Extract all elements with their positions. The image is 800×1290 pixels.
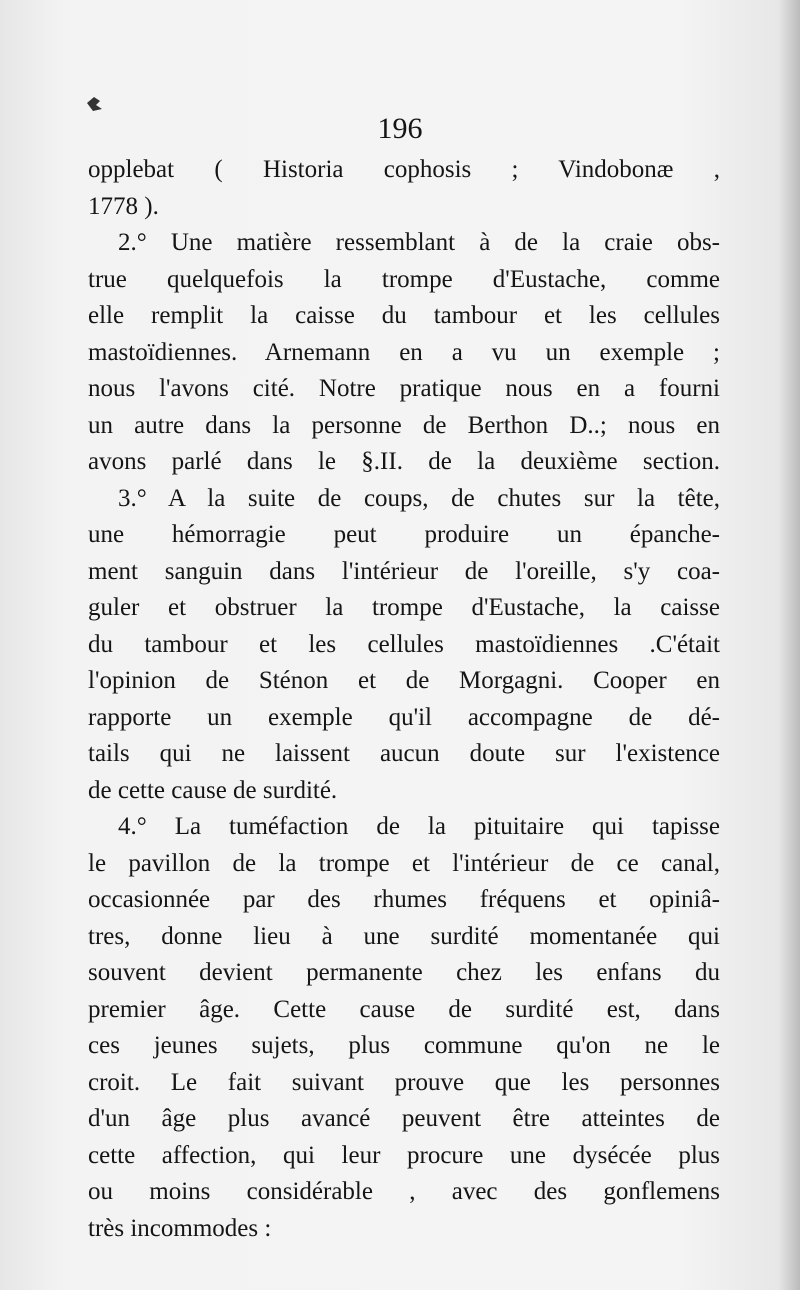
text-line: ou moins considérable , avec des gonflemens [88,1178,720,1205]
text-line: opplebat ( Historia cophosis ; Vindobonæ , [88,156,720,183]
text-line: 4.° La tuméfaction de la pituitaire qui tapisse [118,813,720,840]
text-line: ment sanguin dans l'intérieur de l'oreille, s'y coa- [88,557,720,585]
page-number: 196 [377,112,423,145]
text-line: premier âge. Cette cause de surdité est, dans [88,995,720,1023]
text-line: rapporte un exemple qu'il accompagne de dé- [88,703,720,731]
text-line: guler et obstruer la trompe d'Eustache, la caisse [88,594,720,621]
text-line: l'opinion de Sténon et de Morgagni. Cooper en [88,667,720,694]
text-line: true quelquefois la trompe d'Eustache, comme [88,265,720,293]
text-line: 2.° Une matière ressemblant à de la craie obs- [118,229,720,256]
text-line: mastoïdiennes. Arnemann en a vu un exemple ; [88,338,720,366]
page-gutter-shadow [778,0,800,1290]
text-line: ces jeunes sujets, plus commune qu'on ne le [88,1032,720,1059]
text-line: occasionnée par des rhumes fréquens et opiniâ- [88,886,720,913]
text-line: croit. Le fait suivant prouve que les personnes [88,1068,720,1096]
text-line: souvent devient permanente chez les enfans du [88,959,720,986]
text-line: de cette cause de surdité. [88,776,338,804]
text-line: le pavillon de la trompe et l'intérieur de ce canal, [88,849,720,877]
text-line: 3.° A la suite de coups, de chutes sur la tête, [118,484,720,512]
ink-blot-mark [84,94,106,114]
text-line: du tambour et les cellules mastoïdiennes .C'était [88,630,720,658]
text-line: tails qui ne laissent aucun doute sur l'existence [88,740,720,767]
text-line: un autre dans la personne de Berthon D..; nous en [88,411,720,439]
body-text [88,152,720,1247]
text-line: d'un âge plus avancé peuvent être atteintes de [88,1105,720,1132]
text-line: cette affection, qui leur procure une dysécée plus [88,1141,720,1169]
text-line: elle remplit la caisse du tambour et les cellules [88,302,720,329]
text-line: 1778 ). [88,192,159,220]
text-line: avons parlé dans le §.II. de la deuxième section. [88,448,720,475]
text-line: très incommodes : [88,1214,272,1242]
text-line: une hémorragie peut produire un épanche- [88,521,720,548]
text-line: tres, donne lieu à une surdité momentanée qui [88,922,720,950]
text-line: nous l'avons cité. Notre pratique nous en a fourni [88,375,720,402]
